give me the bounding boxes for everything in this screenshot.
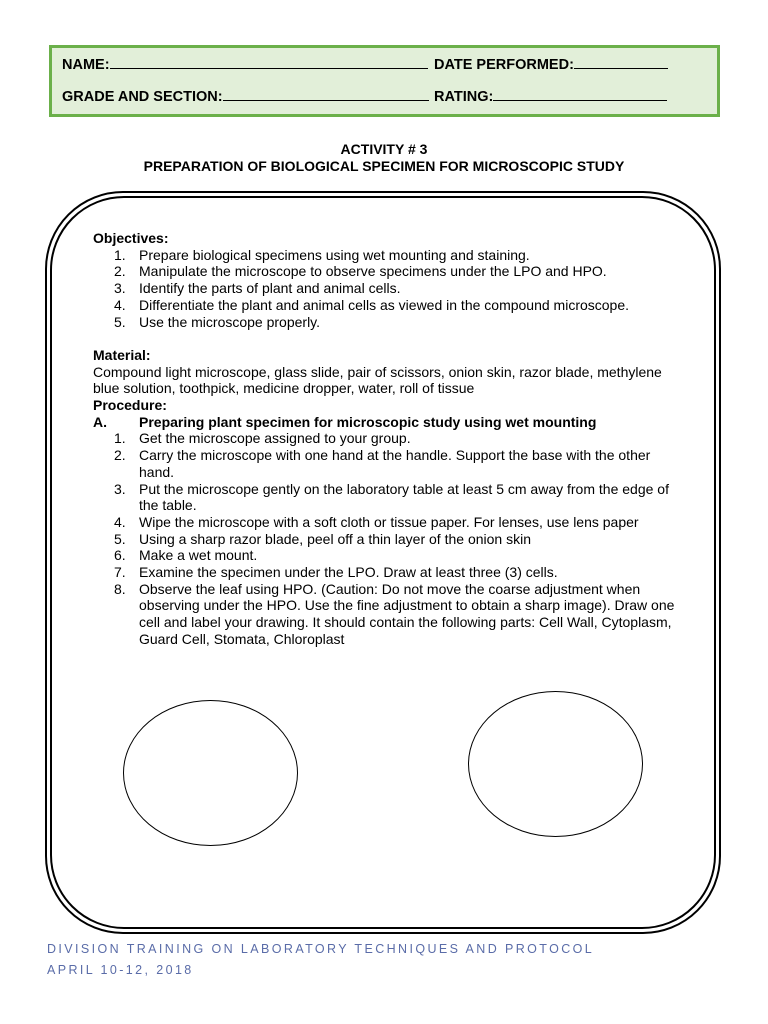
rating-field: [434, 86, 667, 106]
step-text: Using a sharp razor blade, peel off a thin layer of the onion skin: [139, 530, 531, 547]
step-text: Observe the leaf using HPO. (Caution: Do not move the coarse adjustment when observing under the HPO. Use the fine adjustment to obtain a sharp image). Draw one cell and label your drawing. It should contain the following parts: Cell Wall, Cytoplasm, Guard Cell, Stomata, Chloroplast: [139, 580, 675, 647]
material-text: Compound light microscope, glass slide, pair of scissors, onion skin, razor blade, methylene blue solution, toothpick, medicine dropper, water, roll of tissue: [93, 363, 662, 397]
list-number: 8.: [114, 580, 126, 597]
grade-section-label: GRADE AND SECTION:: [62, 89, 223, 105]
procedure-step: [93, 547, 683, 564]
objective-text: Prepare biological specimens using wet mounting and staining.: [139, 246, 530, 263]
list-number: 2.: [114, 263, 126, 280]
list-number: 3.: [114, 480, 126, 497]
activity-subtitle: PREPARATION OF BIOLOGICAL SPECIMEN FOR MICROSCOPIC STUDY: [143, 158, 625, 174]
list-number: 6.: [114, 547, 126, 564]
name-field: [62, 54, 428, 74]
objectives-heading: Objectives:: [93, 230, 169, 246]
objective-item: [93, 263, 683, 280]
procedure-step: [93, 514, 683, 531]
procedure-step: [93, 430, 683, 447]
step-text: Carry the microscope with one hand at the handle. Support the base with the other hand.: [139, 447, 651, 480]
rating-label: RATING:: [434, 89, 494, 105]
list-number: 1.: [114, 430, 126, 447]
footer-date: APRIL 10-12, 2018: [47, 963, 194, 977]
spacer: [93, 330, 683, 347]
material-heading: Material:: [93, 346, 151, 363]
procedure-steps-list: [93, 430, 683, 647]
procedure-step: [93, 564, 683, 581]
procedure-heading: Procedure:: [93, 397, 167, 414]
name-blank-line[interactable]: [110, 54, 428, 69]
hpo-drawing-circle[interactable]: [468, 691, 643, 837]
objective-text: Manipulate the microscope to observe specimens under the LPO and HPO.: [139, 263, 607, 280]
objective-text: Differentiate the plant and animal cells as viewed in the compound microscope.: [139, 296, 630, 313]
step-text: Examine the specimen under the LPO. Draw at least three (3) cells.: [139, 564, 558, 581]
activity-content: [93, 230, 683, 648]
student-info-box: [49, 45, 720, 117]
objective-item: [93, 280, 683, 297]
objective-item: [93, 247, 683, 264]
objectives-list: [93, 247, 683, 331]
date-performed-label: DATE PERFORMED:: [434, 57, 574, 73]
lpo-drawing-circle[interactable]: [123, 700, 298, 846]
list-number: 3.: [114, 280, 126, 297]
step-text: Make a wet mount.: [139, 547, 258, 564]
list-number: 2.: [114, 447, 126, 464]
part-letter: A.: [93, 413, 107, 430]
list-number: 5.: [114, 313, 126, 330]
activity-title: ACTIVITY # 3: [340, 141, 428, 157]
step-text: Wipe the microscope with a soft cloth or tissue paper. For lenses, use lens paper: [139, 513, 639, 530]
date-performed-field: [434, 54, 668, 74]
list-number: 5.: [114, 530, 126, 547]
grade-section-blank-line[interactable]: [223, 86, 429, 101]
objective-text: Use the microscope properly.: [139, 313, 321, 330]
procedure-step: [93, 531, 683, 548]
objective-text: Identify the parts of plant and animal cells.: [139, 280, 401, 297]
part-a-title: Preparing plant specimen for microscopic study using wet mounting: [139, 413, 597, 430]
list-number: 7.: [114, 564, 126, 581]
list-number: 1.: [114, 246, 126, 263]
footer-training-title: DIVISION TRAINING ON LABORATORY TECHNIQUES AND PROTOCOL: [47, 942, 595, 956]
objective-item: [93, 314, 683, 331]
step-text: Put the microscope gently on the laboratory table at least 5 cm away from the edge of the table.: [139, 480, 669, 514]
procedure-step: [93, 581, 683, 648]
procedure-step: [93, 447, 683, 480]
step-text: Get the microscope assigned to your group.: [139, 430, 411, 447]
list-number: 4.: [114, 513, 126, 530]
procedure-step: [93, 481, 683, 514]
rating-blank-line[interactable]: [493, 86, 667, 101]
grade-section-field: [62, 86, 429, 106]
list-number: 4.: [114, 296, 126, 313]
name-label: NAME:: [62, 57, 110, 73]
procedure-part-a-heading: [93, 414, 683, 431]
date-performed-blank-line[interactable]: [574, 54, 668, 69]
objective-item: [93, 297, 683, 314]
